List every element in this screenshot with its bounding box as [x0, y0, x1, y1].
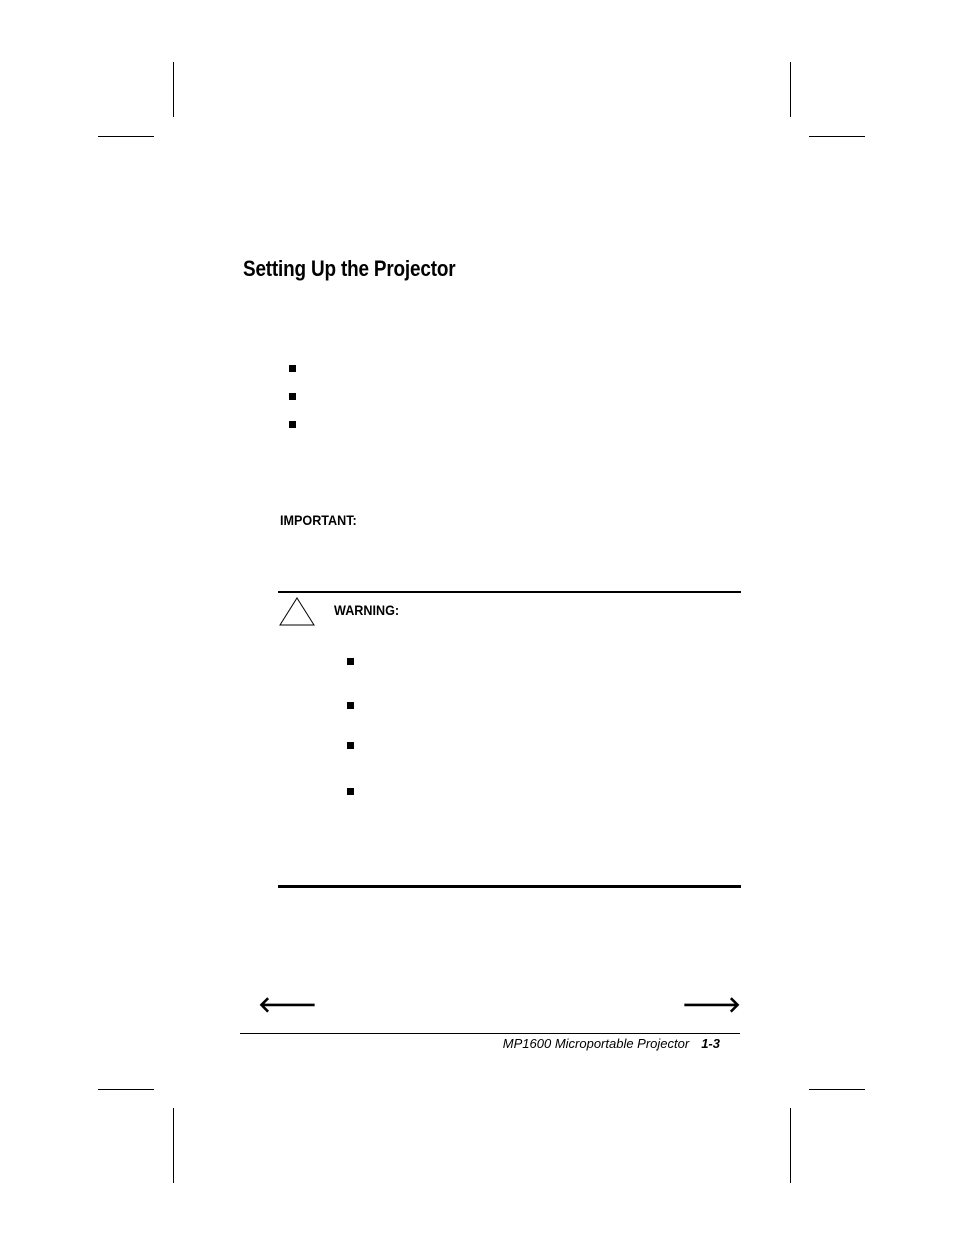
warning-bullet-marker	[347, 742, 354, 749]
crop-mark-top-left-vertical	[173, 62, 174, 117]
crop-mark-bottom-right-vertical	[790, 1108, 791, 1183]
crop-mark-top-left-horizontal	[98, 136, 154, 137]
bullet-marker	[289, 421, 296, 428]
crop-mark-top-right-vertical	[790, 62, 791, 117]
warning-bullet-marker	[347, 702, 354, 709]
important-label: IMPORTANT:	[280, 512, 357, 528]
page-title: Setting Up the Projector	[243, 256, 456, 281]
bullet-marker	[289, 365, 296, 372]
warning-bullet-marker	[347, 658, 354, 665]
arrow-right-icon[interactable]: 🡒	[682, 992, 741, 1017]
arrow-left-icon[interactable]: 🡐	[258, 992, 317, 1017]
warning-bullet-marker	[347, 788, 354, 795]
crop-mark-bottom-left-vertical	[173, 1108, 174, 1183]
footer-rule	[240, 1033, 740, 1034]
bullet-marker	[289, 393, 296, 400]
warning-triangle-icon	[278, 596, 316, 628]
warning-bottom-rule	[278, 885, 741, 888]
footer	[503, 1036, 720, 1051]
warning-label: WARNING:	[334, 602, 400, 618]
crop-mark-bottom-right-horizontal	[809, 1089, 865, 1090]
warning-top-rule	[278, 591, 741, 593]
footer-page-number: 1-3	[701, 1036, 720, 1051]
crop-mark-top-right-horizontal	[809, 136, 865, 137]
crop-mark-bottom-left-horizontal	[98, 1089, 154, 1090]
footer-book-title: MP1600 Microportable Projector	[502, 1036, 690, 1051]
